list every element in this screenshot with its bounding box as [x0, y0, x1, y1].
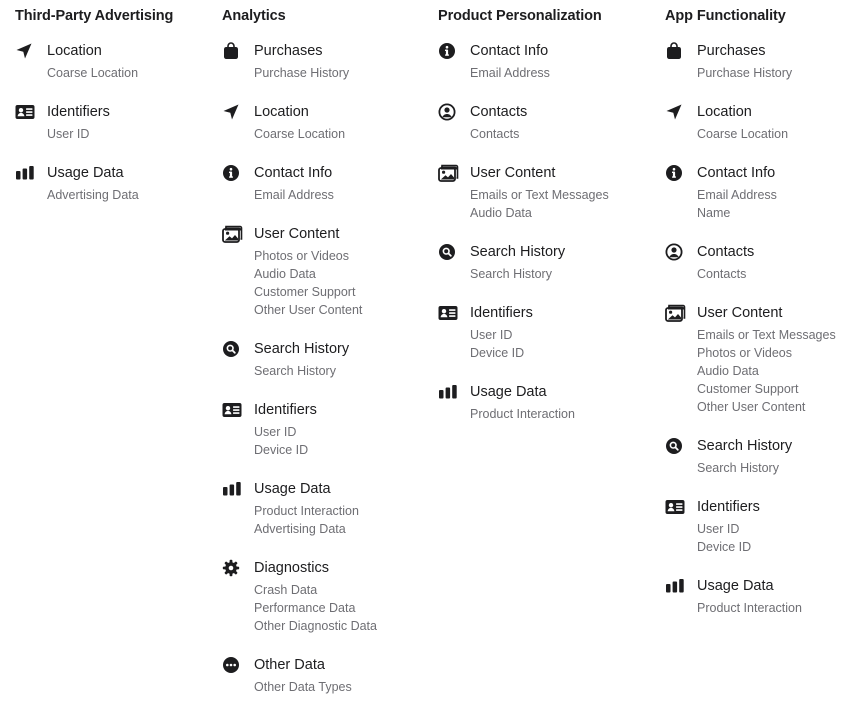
data-type-item: Coarse Location [47, 66, 139, 80]
category-name: Purchases [254, 43, 323, 59]
category-items [254, 247, 432, 319]
data-type-item: Name [697, 206, 731, 220]
id-card-icon [15, 103, 35, 121]
id-card-icon [222, 401, 242, 419]
data-type-item: Other User Content [697, 400, 806, 414]
data-type-item: Advertising Data [254, 522, 346, 536]
data-type-item: Advertising Data [47, 188, 139, 202]
data-type-item: Customer Support [254, 285, 356, 299]
category-search-history [665, 436, 863, 477]
category-name: Purchases [697, 43, 766, 59]
location-arrow-icon [15, 42, 35, 60]
category-items [470, 405, 660, 423]
data-type-item: Email Address [254, 188, 334, 202]
info-circle-icon [665, 164, 685, 182]
category-contact-info [222, 163, 432, 204]
column-app-functionality [665, 7, 863, 637]
category-user-content [438, 163, 660, 222]
category-items [697, 326, 863, 416]
data-type-item: Other User Content [254, 303, 363, 317]
category-usage-data [222, 479, 432, 538]
category-name: Contacts [697, 244, 755, 260]
category-name: Usage Data [697, 578, 774, 594]
category-name: Contact Info [697, 165, 776, 181]
search-circle-icon [665, 437, 685, 455]
data-type-item: Search History [470, 267, 552, 281]
category-items [697, 64, 863, 82]
category-items [470, 186, 660, 222]
data-type-item: Contacts [697, 267, 747, 281]
photos-icon [222, 225, 242, 243]
data-type-item: Purchase History [697, 66, 793, 80]
category-location [222, 102, 432, 143]
bar-chart-icon [15, 164, 35, 182]
shopping-bag-icon [665, 42, 685, 60]
category-items [470, 125, 660, 143]
category-items [697, 520, 863, 556]
bar-chart-icon [222, 480, 242, 498]
category-name: Usage Data [47, 165, 124, 181]
location-arrow-icon [665, 103, 685, 121]
gear-icon [222, 559, 242, 577]
category-name: User Content [697, 305, 783, 321]
category-contact-info [438, 41, 660, 82]
data-type-item: Product Interaction [470, 407, 575, 421]
category-name: Search History [470, 244, 566, 260]
category-diagnostics [222, 558, 432, 635]
category-search-history [222, 339, 432, 380]
category-purchases [222, 41, 432, 82]
category-items [254, 64, 432, 82]
category-name: Diagnostics [254, 560, 329, 576]
category-items [254, 125, 432, 143]
category-name: User Content [254, 226, 340, 242]
category-name: Location [47, 43, 102, 59]
category-name: Other Data [254, 657, 325, 673]
category-items [470, 326, 660, 362]
column-product-personalization [438, 7, 660, 443]
category-items [47, 186, 210, 204]
category-items [697, 265, 863, 283]
column-third-party-advertising [15, 7, 210, 224]
category-location [665, 102, 863, 143]
category-name: Usage Data [254, 481, 331, 497]
data-type-item: Customer Support [697, 382, 799, 396]
category-items [254, 678, 432, 696]
bar-chart-icon [665, 577, 685, 595]
category-items [47, 64, 210, 82]
category-contacts [438, 102, 660, 143]
category-usage-data [665, 576, 863, 617]
column-title: Product Personalization [438, 8, 602, 24]
category-items [470, 64, 660, 82]
category-usage-data [438, 382, 660, 423]
category-items [697, 186, 863, 222]
data-type-item: Emails or Text Messages [697, 328, 836, 342]
data-type-item: User ID [470, 328, 513, 342]
category-list [222, 41, 432, 696]
data-type-item: Audio Data [697, 364, 759, 378]
category-list [438, 41, 660, 423]
data-type-item: Other Diagnostic Data [254, 619, 377, 633]
data-type-item: Emails or Text Messages [470, 188, 609, 202]
data-type-item: Audio Data [470, 206, 532, 220]
category-name: Search History [254, 341, 350, 357]
data-type-item: Other Data Types [254, 680, 352, 694]
data-type-item: Device ID [254, 443, 309, 457]
category-name: Location [254, 104, 309, 120]
category-user-content [222, 224, 432, 319]
photos-icon [665, 304, 685, 322]
data-type-item: Coarse Location [697, 127, 789, 141]
data-type-item: Search History [697, 461, 779, 475]
column-title: Third-Party Advertising [15, 8, 174, 24]
category-name: Location [697, 104, 752, 120]
category-contacts [665, 242, 863, 283]
category-name: Contacts [470, 104, 528, 120]
category-identifiers [15, 102, 210, 143]
shopping-bag-icon [222, 42, 242, 60]
category-items [697, 459, 863, 477]
category-name: Identifiers [470, 305, 533, 321]
data-type-item: Email Address [470, 66, 550, 80]
category-list [15, 41, 210, 204]
category-identifiers [222, 400, 432, 459]
person-circle-icon [438, 103, 458, 121]
category-usage-data [15, 163, 210, 204]
category-items [254, 502, 432, 538]
category-list [665, 41, 863, 617]
data-type-item: Product Interaction [254, 504, 359, 518]
id-card-icon [665, 498, 685, 516]
category-items [254, 581, 432, 635]
data-type-item: Contacts [470, 127, 520, 141]
data-type-item: Device ID [470, 346, 525, 360]
category-items [254, 423, 432, 459]
category-items [254, 362, 432, 380]
category-search-history [438, 242, 660, 283]
column-title: App Functionality [665, 8, 786, 24]
data-type-item: Device ID [697, 540, 752, 554]
data-type-item: Purchase History [254, 66, 350, 80]
data-type-item: Search History [254, 364, 336, 378]
data-type-item: Performance Data [254, 601, 356, 615]
column-analytics [222, 7, 432, 716]
search-circle-icon [222, 340, 242, 358]
category-name: Identifiers [254, 402, 317, 418]
category-name: User Content [470, 165, 556, 181]
person-circle-icon [665, 243, 685, 261]
category-items [254, 186, 432, 204]
data-type-item: Photos or Videos [254, 249, 349, 263]
data-type-item: Audio Data [254, 267, 316, 281]
category-other-data [222, 655, 432, 696]
category-identifiers [665, 497, 863, 556]
category-name: Identifiers [47, 104, 110, 120]
data-type-item: User ID [47, 127, 90, 141]
column-title: Analytics [222, 8, 286, 24]
category-location [15, 41, 210, 82]
data-type-item: Email Address [697, 188, 777, 202]
data-type-item: Crash Data [254, 583, 318, 597]
category-items [47, 125, 210, 143]
data-type-item: User ID [697, 522, 740, 536]
category-items [697, 599, 863, 617]
category-user-content [665, 303, 863, 416]
category-name: Identifiers [697, 499, 760, 515]
id-card-icon [438, 304, 458, 322]
data-type-item: Coarse Location [254, 127, 346, 141]
data-type-item: Photos or Videos [697, 346, 792, 360]
photos-icon [438, 164, 458, 182]
category-contact-info [665, 163, 863, 222]
category-name: Search History [697, 438, 793, 454]
category-items [470, 265, 660, 283]
category-name: Contact Info [254, 165, 333, 181]
data-type-item: Product Interaction [697, 601, 802, 615]
ellipsis-circle-icon [222, 656, 242, 674]
category-identifiers [438, 303, 660, 362]
category-name: Contact Info [470, 43, 549, 59]
search-circle-icon [438, 243, 458, 261]
info-circle-icon [438, 42, 458, 60]
category-name: Usage Data [470, 384, 547, 400]
data-type-item: User ID [254, 425, 297, 439]
info-circle-icon [222, 164, 242, 182]
category-items [697, 125, 863, 143]
category-purchases [665, 41, 863, 82]
location-arrow-icon [222, 103, 242, 121]
bar-chart-icon [438, 383, 458, 401]
